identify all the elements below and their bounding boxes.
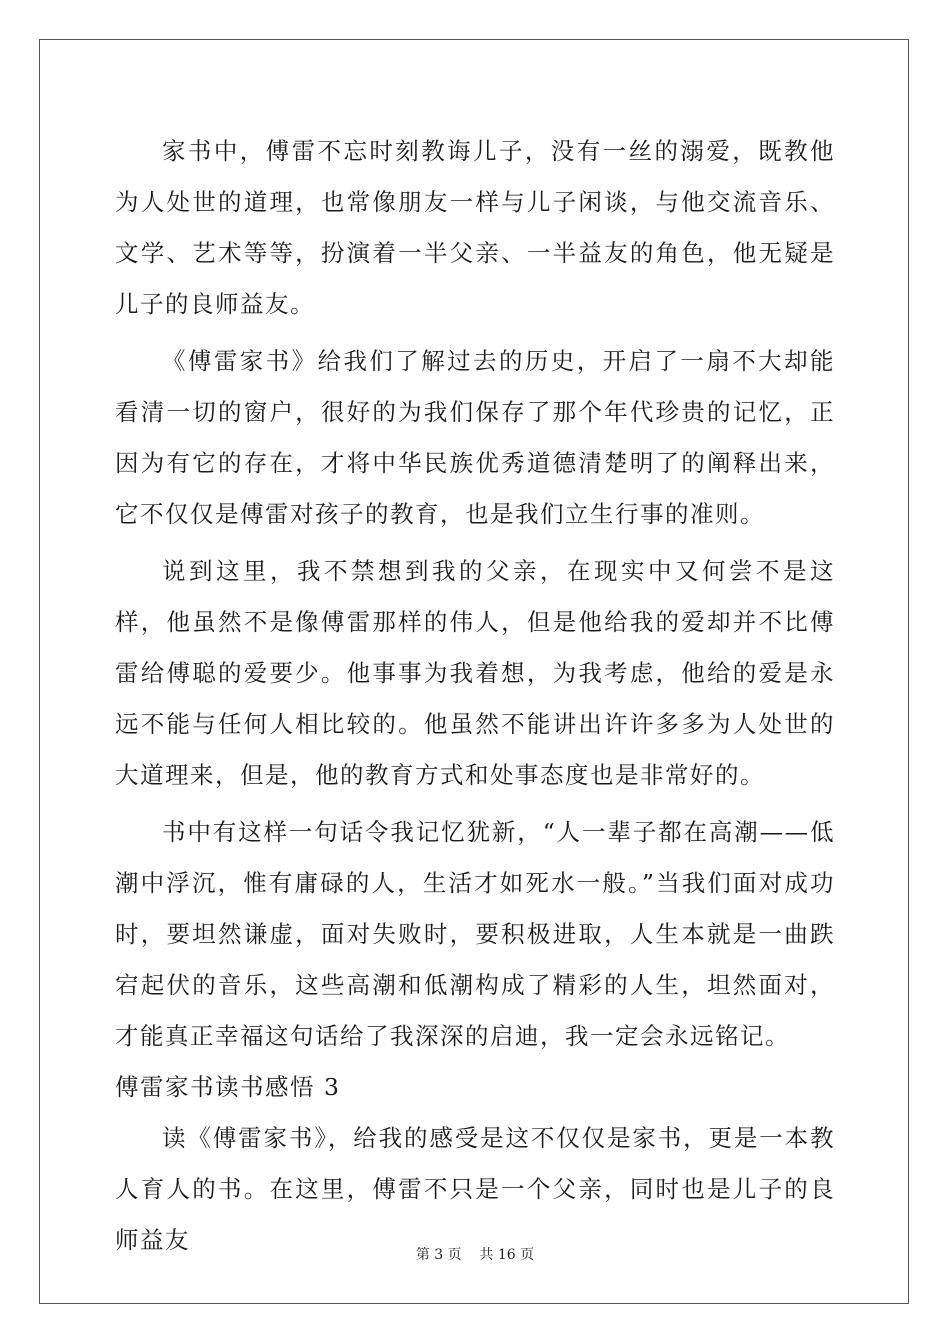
paragraph-1: 家书中，傅雷不忘时刻教诲儿子，没有一丝的溺爱，既教他为人处世的道理，也常像朋友一样与儿子闲谈，与他交流音乐、文学、艺术等等，扮演着一半父亲、一半益友的角色，他无疑是儿子的良师益友。 — [115, 137, 835, 318]
document-body — [115, 126, 835, 1266]
section-title: 傅雷家书读书感悟 3 — [115, 1073, 341, 1101]
paragraph-5: 读《傅雷家书》，给我的感受是这不仅仅是家书，更是一本教人育人的书。在这里，傅雷不只是一个父亲，同时也是儿子的良师益友 — [115, 1124, 835, 1254]
paragraph-2: 《傅雷家书》给我们了解过去的历史，开启了一扇不大却能看清一切的窗户，很好的为我们保存了那个年代珍贵的记忆，正因为有它的存在，才将中华民族优秀道德清楚明了的阐释出来，它不仅仅是傅雷对孩子的教育，也是我们立生行事的准则。 — [115, 347, 835, 528]
page-number-footer: 第 3 页 共 16 页 — [415, 1247, 535, 1263]
paragraph-4: 书中有这样一句话令我记忆犹新，“人一辈子都在高潮——低潮中浮沉，惟有庸碌的人，生活才如死水一般。”当我们面对成功时，要坦然谦虚，面对失败时，要积极进取，人生本就是一曲跌宕起伏的音乐，这些高潮和低潮构成了精彩的人生，坦然面对，才能真正幸福这句话给了我深深的启迪，我一定会永远铭记。 — [115, 818, 835, 1050]
paragraph-3: 说到这里，我不禁想到我的父亲，在现实中又何尝不是这样，他虽然不是像傅雷那样的伟人，但是他给我的爱却并不比傅雷给傅聪的爱要少。他事事为我着想，为我考虑，他给的爱是永远不能与任何人相比较的。他虽然不能讲出许许多多为人处世的大道理来，但是，他的教育方式和处事态度也是非常好的。 — [115, 557, 835, 789]
